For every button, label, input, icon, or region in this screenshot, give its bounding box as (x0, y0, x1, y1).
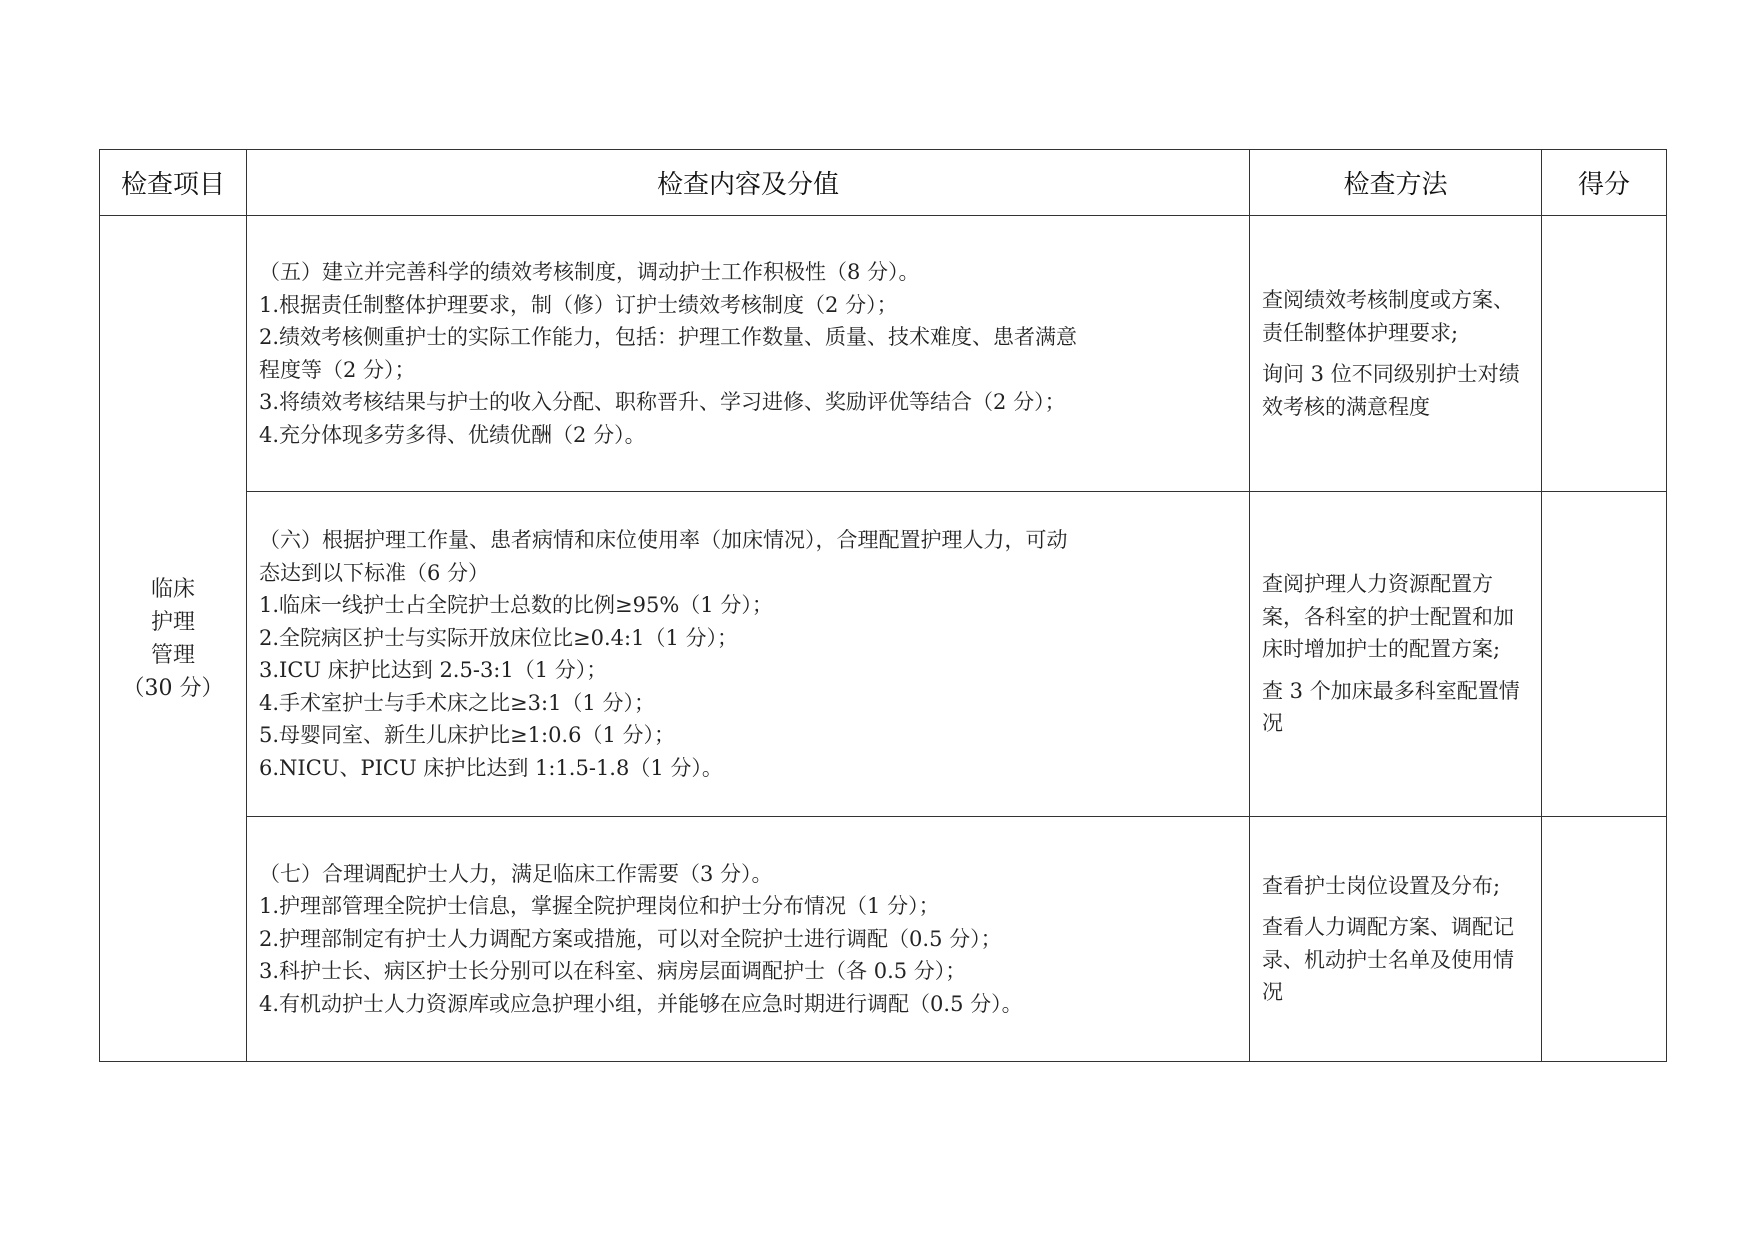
score-cell (1542, 216, 1667, 492)
content-line: 3.ICU 床护比达到 2.5-3:1（1 分）； (259, 658, 608, 682)
table-row (100, 216, 1667, 492)
content-line: 6.NICU、PICU 床护比达到 1:1.5-1.8（1 分）。 (259, 755, 723, 780)
header-content-and-score: 检查内容及分值 (247, 150, 1250, 216)
header-inspection-method: 检查方法 (1250, 150, 1542, 216)
method-cell (1250, 492, 1542, 817)
method-paragraph: 查看人力调配方案、调配记录、机动护士名单及使用情况 (1262, 915, 1514, 1004)
method-paragraph: 询问 3 位不同级别护士对绩效考核的满意程度 (1262, 362, 1520, 419)
category-line: 护理 (150, 609, 195, 635)
content-line: 4.充分体现多劳多得、优绩优酬（2 分）。 (259, 422, 646, 447)
content-line: 程度等（2 分）； (259, 357, 416, 382)
content-line: （五）建立并完善科学的绩效考核制度，调动护士工作积极性（8 分）。 (259, 260, 920, 284)
method-paragraph: 查看护士岗位设置及分布; (1262, 873, 1501, 898)
method-paragraph: 查 3 个加床最多科室配置情况 (1262, 678, 1520, 736)
category-cell (100, 216, 247, 1062)
content-line: 1.护理部管理全院护士信息，掌握全院护理岗位和护士分布情况（1 分）； (259, 894, 940, 919)
header-score: 得分 (1542, 150, 1667, 216)
content-line: 态达到以下标准（6 分） (259, 560, 490, 585)
content-cell (247, 817, 1250, 1062)
table-row (100, 492, 1667, 817)
content-line: 2.绩效考核侧重护士的实际工作能力，包括：护理工作数量、质量、技术难度、患者满意 (259, 325, 1078, 349)
content-line: 2.护理部制定有护士人力调配方案或措施，可以对全院护士进行调配（0.5 分）； (259, 926, 1002, 951)
content-line: （六）根据护理工作量、患者病情和床位使用率（加床情况），合理配置护理人力，可动 (259, 528, 1068, 552)
content-line: 4.有机动护士人力资源库或应急护理小组，并能够在应急时期进行调配（0.5 分）。 (259, 991, 1023, 1016)
category-points: （30 分） (122, 675, 224, 701)
method-cell (1250, 216, 1542, 492)
content-line: 5.母婴同室、新生儿床护比≥1:0.6（1 分）； (259, 723, 675, 747)
content-cell (247, 216, 1250, 492)
content-cell (247, 492, 1250, 817)
inspection-table (99, 149, 1667, 1062)
content-line: 3.科护士长、病区护士长分别可以在科室、病房层面调配护士（各 0.5 分）； (259, 959, 967, 984)
score-cell (1542, 492, 1667, 817)
content-line: 4.手术室护士与手术床之比≥3:1（1 分）； (259, 690, 655, 715)
header-inspection-item: 检查项目 (100, 150, 247, 216)
content-line: （七）合理调配护士人力，满足临床工作需要（3 分）。 (259, 861, 773, 886)
table-header-row (100, 150, 1667, 216)
content-line: 1.根据责任制整体护理要求，制（修）订护士绩效考核制度（2 分）； (259, 292, 898, 317)
content-line: 2.全院病区护士与实际开放床位比≥0.4:1（1 分）； (259, 625, 738, 650)
score-cell (1542, 817, 1667, 1062)
method-paragraph: 查阅绩效考核制度或方案、责任制整体护理要求; (1262, 288, 1514, 345)
table-row (100, 817, 1667, 1062)
category-line: 临床 (150, 576, 195, 602)
content-line: 1.临床一线护士占全院护士总数的比例≥95%（1 分）； (259, 593, 773, 617)
category-line: 管理 (150, 642, 195, 668)
method-cell (1250, 817, 1542, 1062)
content-line: 3.将绩效考核结果与护士的收入分配、职称晋升、学习进修、奖励评优等结合（2 分）； (259, 390, 1066, 414)
method-paragraph: 查阅护理人力资源配置方案，各科室的护士配置和加床时增加护士的配置方案; (1262, 572, 1514, 662)
